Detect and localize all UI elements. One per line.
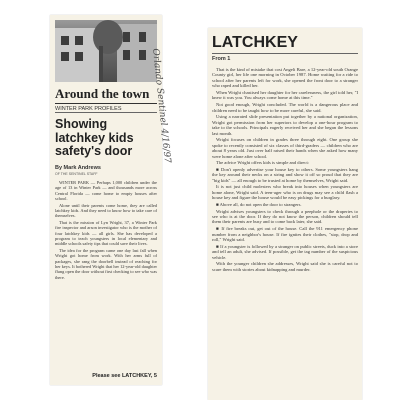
clipping-continuation	[208, 28, 362, 400]
clipping-front-page	[50, 15, 162, 385]
byline: By Mark Andrews	[55, 165, 101, 171]
continuation-body	[212, 67, 358, 273]
byline-staff: OF THE SENTINEL STAFF	[55, 172, 98, 176]
article-paragraph: Alone until their parents come home, they are called latchkey kids. And they need to know how to take care of themselves.	[55, 202, 157, 219]
handwritten-note: Orlando Sentinel 4/16/97	[150, 48, 173, 164]
article-paragraph: It is not just child molesters who break into houses when youngsters are home alone, Wright said. A teen-ager who is on drugs may see a child flash a house key and figure the house would be easy pickings for a burglary.	[212, 184, 358, 201]
article-paragraph: That is the mission of Lyn Wright, 37, a Winter Park fire inspector and arson investigator who is the mother of four latchkey kids — all girls. She has developed a program to teach youngsters in local elementary and middle schools safety tips that could save their lives.	[55, 220, 157, 247]
article-body	[55, 180, 157, 281]
article-paragraph: Wright advises youngsters to check through a peephole or the draperies to see who is at the door. If they do not know the person, children should tell them their parents are busy and to come back later, she said.	[212, 208, 358, 225]
article-paragraph: Using a narrated slide presentation put together by a national organization, Wright got permission from her superiors to develop a one-hour program to take to the schools. Principals eagerly received her and she began the lessons last month.	[212, 114, 358, 136]
article-paragraph: The advice Wright offers kids is simple and direct:	[216, 160, 310, 166]
article-paragraph: Not good enough, Wright concluded. The world is a dangerous place and children need to be taught how to be more careful, she said.	[212, 102, 358, 113]
section-subtitle: WINTER PARK PROFILES	[55, 106, 157, 113]
article-paragraph: That is the kind of mistake that cost Angeli Bare, a 12-year-old south Orange County girl, her life one morning in October 1987. Home waiting for a ride to school after her parents left for work, she opened the front door to a stranger who raped and killed her.	[212, 67, 358, 89]
article-paragraph: ■ Don't openly advertise your house key to others. Some youngsters hang the key around their necks on a string and show it off so proud that they are "big kids" — all enough to be trusted at home by themselves, Wright said.	[212, 166, 358, 183]
article-paragraph: ■ If a youngster is followed by a stranger on public streets, duck into a store and tell an adult, she advised. If possible, get the tag number of the suspicious vehicle.	[212, 243, 358, 260]
article-paragraph: Wright focuses on children in grades three through eight. One group she spoke to recently consisted of six classes of third-graders — children who are about 8 years old. Just over half raised their hands when she asked how many were home alone after school.	[212, 137, 358, 159]
article-paragraph: The idea for the program came one day last fall when Wright got home from work. With her arms full of packages, she rang the doorbell instead of reaching for her keys. It bothered Wright that her 12-year-old daughter flung open the door without first checking to see who was there.	[55, 248, 157, 280]
article-paragraph: ■ Above all, do not open the door to strangers.	[216, 201, 302, 207]
article-paragraph: With the younger children she addresses, Wright said she is careful not to scare them with stories about kidnapping and murder.	[212, 261, 358, 272]
section-title: Around the town	[55, 86, 157, 104]
continuation-line: Please see LATCHKEY, 5	[92, 373, 157, 379]
street-photo	[55, 20, 157, 82]
article-paragraph: WINTER PARK — Perhaps 1,000 children under the age of 13 in Winter Park — and thousands more across Central Florida — come home to empty houses after school.	[55, 180, 157, 201]
continuation-title: LATCHKEY	[212, 34, 358, 54]
article-paragraph: ■ If fire breaks out, get out of the house. Call the 911 emergency phone number from a neighbor's house. If fire ignites their clothes, "stop, drop and roll," Wright said.	[212, 226, 358, 243]
headline: Showing latchkey kids safety's door	[55, 117, 134, 158]
continued-from-label: From 1	[212, 56, 231, 62]
article-paragraph: When Wright chastised her daughter for her carelessness, the girl told her, "I knew it was you. You always come home at this time."	[212, 90, 358, 101]
